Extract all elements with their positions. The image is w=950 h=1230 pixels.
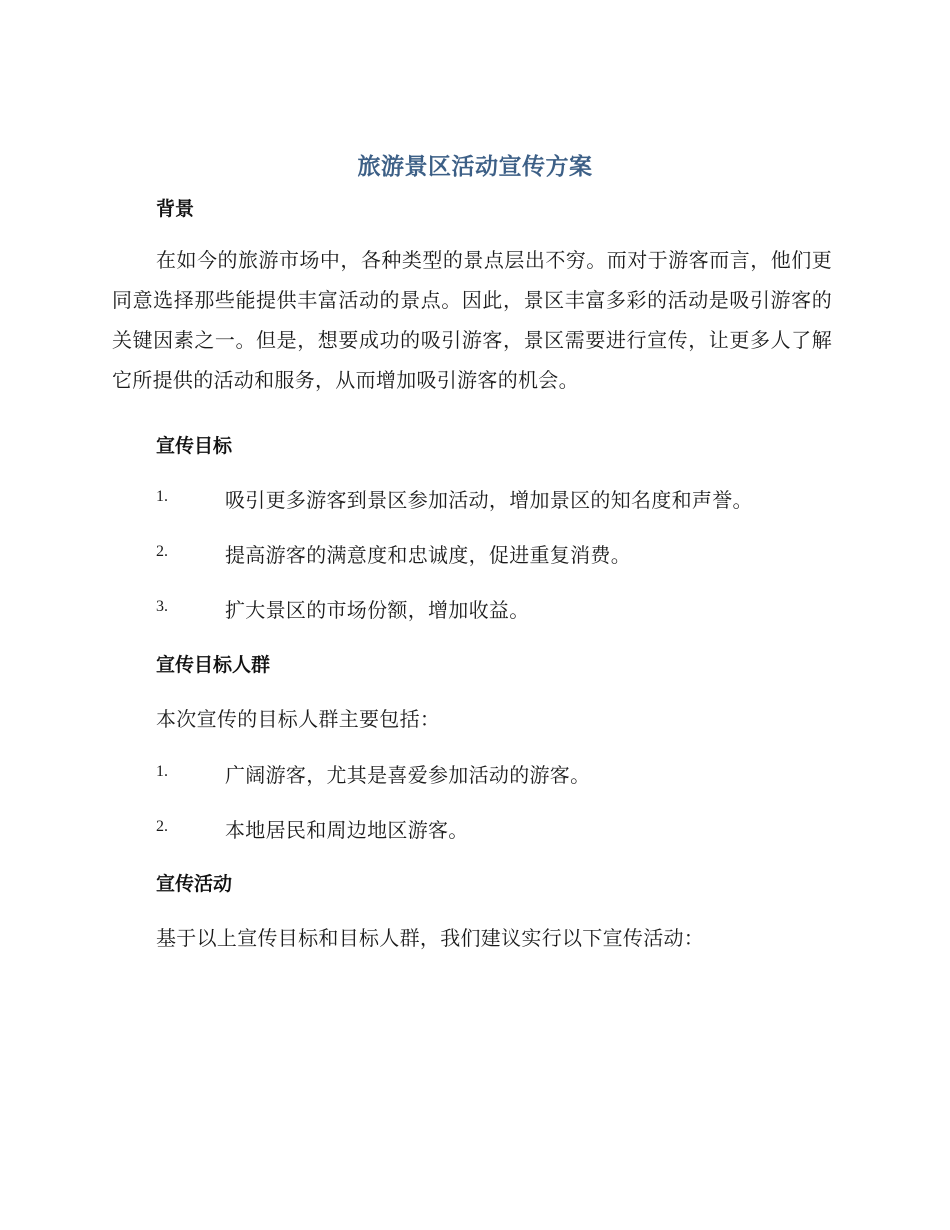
section-heading-background: 背景 [156, 198, 195, 220]
section-heading-goals: 宣传目标 [156, 435, 233, 457]
goal-item-text: 吸引更多游客到景区参加活动，增加景区的知名度和声誉。 [225, 488, 753, 512]
audience-item-text: 本地居民和周边地区游客。 [225, 818, 469, 842]
section-heading-audience: 宣传目标人群 [156, 654, 271, 676]
goal-item-number: 3. [156, 598, 168, 615]
section-heading-activities: 宣传活动 [156, 873, 233, 895]
goal-item-number: 1. [156, 488, 168, 505]
audience-item-text: 广阔游客，尤其是喜爱参加活动的游客。 [225, 763, 591, 787]
audience-intro: 本次宣传的目标人群主要包括： [156, 707, 441, 731]
goal-item-text: 提高游客的满意度和忠诚度，促进重复消费。 [225, 543, 631, 567]
background-paragraph: 在如今的旅游市场中，各种类型的景点层出不穷。而对于游客而言，他们更同意选择那些能提供丰富活动的景点。因此，景区丰富多彩的活动是吸引游客的关键因素之一。但是，想要成功的吸引游客，景区需要进行宣传，让更多人了解它所提供的活动和服务，从而增加吸引游客的机会。 [112, 248, 832, 392]
audience-item-number: 2. [156, 818, 168, 835]
document-title: 旅游景区活动宣传方案 [357, 154, 593, 180]
goal-item-number: 2. [156, 543, 168, 560]
activities-intro: 基于以上宣传目标和目标人群，我们建议实行以下宣传活动： [156, 926, 705, 950]
goal-item-text: 扩大景区的市场份额，增加收益。 [225, 598, 530, 622]
audience-item-number: 1. [156, 763, 168, 780]
